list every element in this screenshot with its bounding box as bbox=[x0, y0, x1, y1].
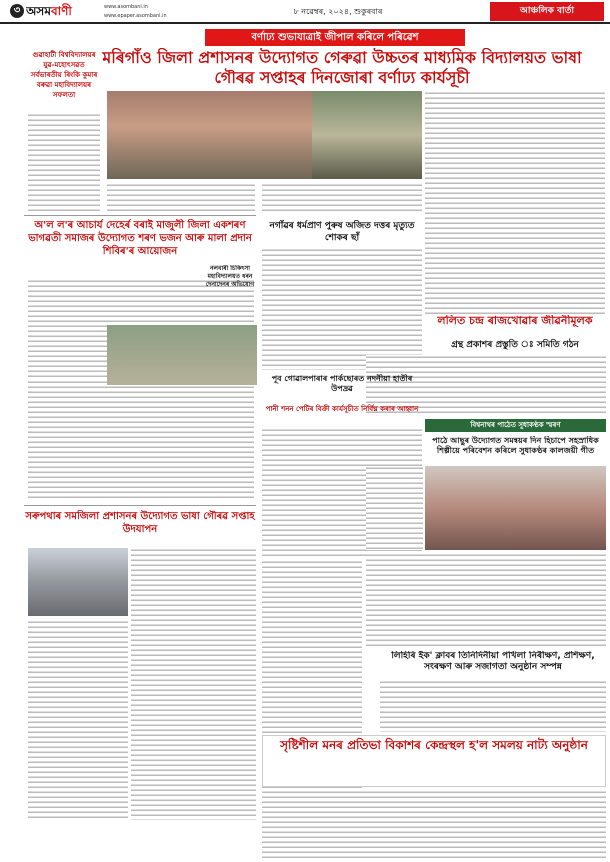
sankardev-headline: পাঠে আছুৰ উদ্যোগত সমন্বয়ৰ দিন হিচাপে সহস্ৰাধিক শিল্পীয়ে পৰিবেশন কৰিলে সুধাকণ্ঠৰ কালজয়ী গীত bbox=[432, 436, 599, 455]
lead-body-col2 bbox=[262, 183, 422, 213]
youth-body bbox=[380, 680, 606, 732]
left-story-title: গুৱাহাটী বিশ্ববিদ্যালয়ৰ যুৱ-মহোৎসৱত সৰ্বভাৰতীয় ৰিংকি কুমাৰ বৰুৱা মহাবিদ্যালয়ৰ সফলতা bbox=[30, 51, 98, 99]
url-line2[interactable]: www.epaper.asombani.in bbox=[104, 13, 167, 19]
section-label: আঞ্চলিক বাৰ্তা bbox=[490, 2, 604, 21]
issue-date: ৮ নৱেম্বৰ, ২০২৪, শুকুৰবাৰ bbox=[293, 7, 383, 16]
lalit-headline: ললিত চন্দ্ৰ ৰাজখোৱাৰ জীৱনীমূলক bbox=[437, 315, 593, 327]
bottom-headline: সৃষ্টিশীল মনৰ প্ৰতিভা বিকাশৰ কেন্দ্ৰস্থল হ'ল সমলয় নাট্য অনুষ্ঠান bbox=[280, 738, 588, 752]
story2-body-cont bbox=[28, 380, 254, 500]
samajali-headline: সৰুপথাৰ সমজিলা প্ৰশাসনৰ উদ্যোগত ভাষা গৌৰৱ সপ্তাহ উদযাপন bbox=[25, 511, 255, 535]
lead-photo-1 bbox=[107, 91, 312, 179]
lead-photo-2 bbox=[312, 91, 422, 179]
url-line1[interactable]: www.asombani.in bbox=[104, 4, 148, 10]
newspaper-logo bbox=[26, 3, 102, 20]
puja-headline: পূব গোৱালপাৰাৰ পাৰ্কছোৰত নদনীয়া হাতীৰ উপদ্ৰৱ bbox=[271, 374, 413, 393]
lalit-subhead: গ্ৰন্থ প্ৰকাশৰ প্ৰস্তুতি ঃ সমিতি গঠন bbox=[451, 340, 579, 350]
samajali-photo bbox=[28, 548, 128, 616]
sankardev-body-cont bbox=[366, 553, 606, 649]
logo-text-part1: অসম bbox=[26, 4, 51, 18]
lead-headline: মৰিগাঁও জিলা প্ৰশাসনৰ উদ্যোগত গেৰুৱা উচ্চতৰ মাধ্যমিক বিদ্যালয়ত ভাষা গৌৰৱ সপ্তাহৰ দিনজোৰা বৰ্ণাঢ্য কাৰ্যসূচী bbox=[102, 48, 582, 87]
sankardev-body bbox=[366, 466, 423, 550]
left-story-body bbox=[28, 113, 100, 213]
story2-headline: অ'ল ল'ৰ আচাৰ্য দেহেৰ্ৰ বৰাই মাজুলী জিলা একশৰণ ভাগৱতী সমাজৰ উদ্যোগত শৰণ ভজন আৰু মালা প্ৰদান শিবিৰ'ৰ আয়োজন bbox=[28, 220, 252, 257]
page-number: ৩ bbox=[10, 4, 24, 18]
masthead-urls bbox=[104, 3, 224, 21]
divider bbox=[24, 505, 256, 506]
samajali-body-cont bbox=[131, 548, 256, 820]
lead-body-col3 bbox=[425, 91, 605, 314]
logo-text-part2: বাণী bbox=[50, 4, 72, 18]
divider bbox=[24, 215, 256, 216]
lead-kicker: বৰ্ণাঢ্য শুভাযাত্ৰাই জীপাল কৰিলে পৰিৱেশ bbox=[205, 29, 465, 46]
mid-story-body bbox=[262, 248, 422, 370]
bottom-body bbox=[262, 790, 606, 860]
nalbari-headline: নলবাৰী চিকিৎসা মহাবিদ্যালয়ত ধৰন দেনাদেনৰ অভিযোগ bbox=[205, 265, 255, 288]
sankardev-kicker: বিশ্বনাথৰ পাঠেত সুধাকণ্ঠক স্মৰণ bbox=[425, 419, 606, 432]
lead-body-col1 bbox=[107, 183, 255, 213]
sankardev-photo bbox=[425, 466, 606, 550]
mid-story-headline: নগাঁৱৰ ধৰ্মপ্ৰাণ পুৰুষ অজিত দত্তৰ মৃত্যুত শোকৰ ছাঁ bbox=[269, 221, 415, 243]
samajali-body bbox=[28, 620, 128, 820]
puja-subhead: পানী শনন পেটিৰ বিক্ৰী কাৰ্যসূচীত নিৰ্বিঘ্ন কৰাৰ আহ্বান bbox=[265, 405, 419, 413]
youth-headline: লিহিৰি ইক' ক্লাবৰ তিনিদিনীয়া পখিলা নিৰীক্ষণ, প্ৰশিক্ষণ, সংৰক্ষণ আৰু সজাগতা অনুষ্ঠান সম্পন্ন bbox=[391, 651, 595, 672]
nalbari-photo bbox=[107, 325, 257, 385]
